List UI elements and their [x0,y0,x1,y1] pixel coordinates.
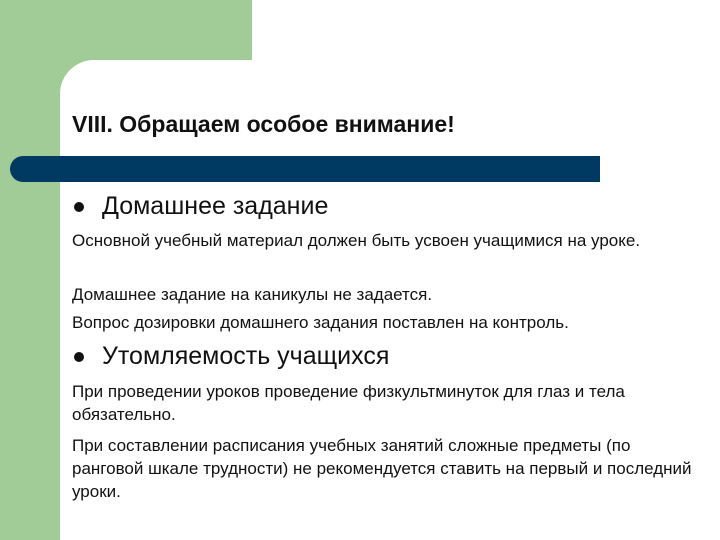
bullet-icon [74,202,84,212]
paragraph: При составлении расписания учебных занятий сложные предметы (по ранговой шкале трудности) не рекомендуется ставить на первый и последний уроки. [72,436,692,501]
bullet-icon [74,352,84,362]
paragraph: Основной учебный материал должен быть усвоен учащимися на уроке. [72,231,641,250]
paragraph: Вопрос дозировки домашнего задания поставлен на контроль. [72,313,569,332]
paragraph: При проведении уроков проведение физкультминуток для глаз и тела обязательно. [72,382,625,424]
section-heading-text: Утомляемость учащихся [102,342,390,370]
paragraph: Домашнее задание на каникулы не задается. [72,285,433,304]
section-heading-fatigue [74,342,389,371]
slide-title: VIII. Обращаем особое внимание! [72,111,455,137]
title-underline-bar [10,156,600,182]
section-heading-homework [74,192,328,221]
section-heading-text: Домашнее задание [102,192,329,220]
